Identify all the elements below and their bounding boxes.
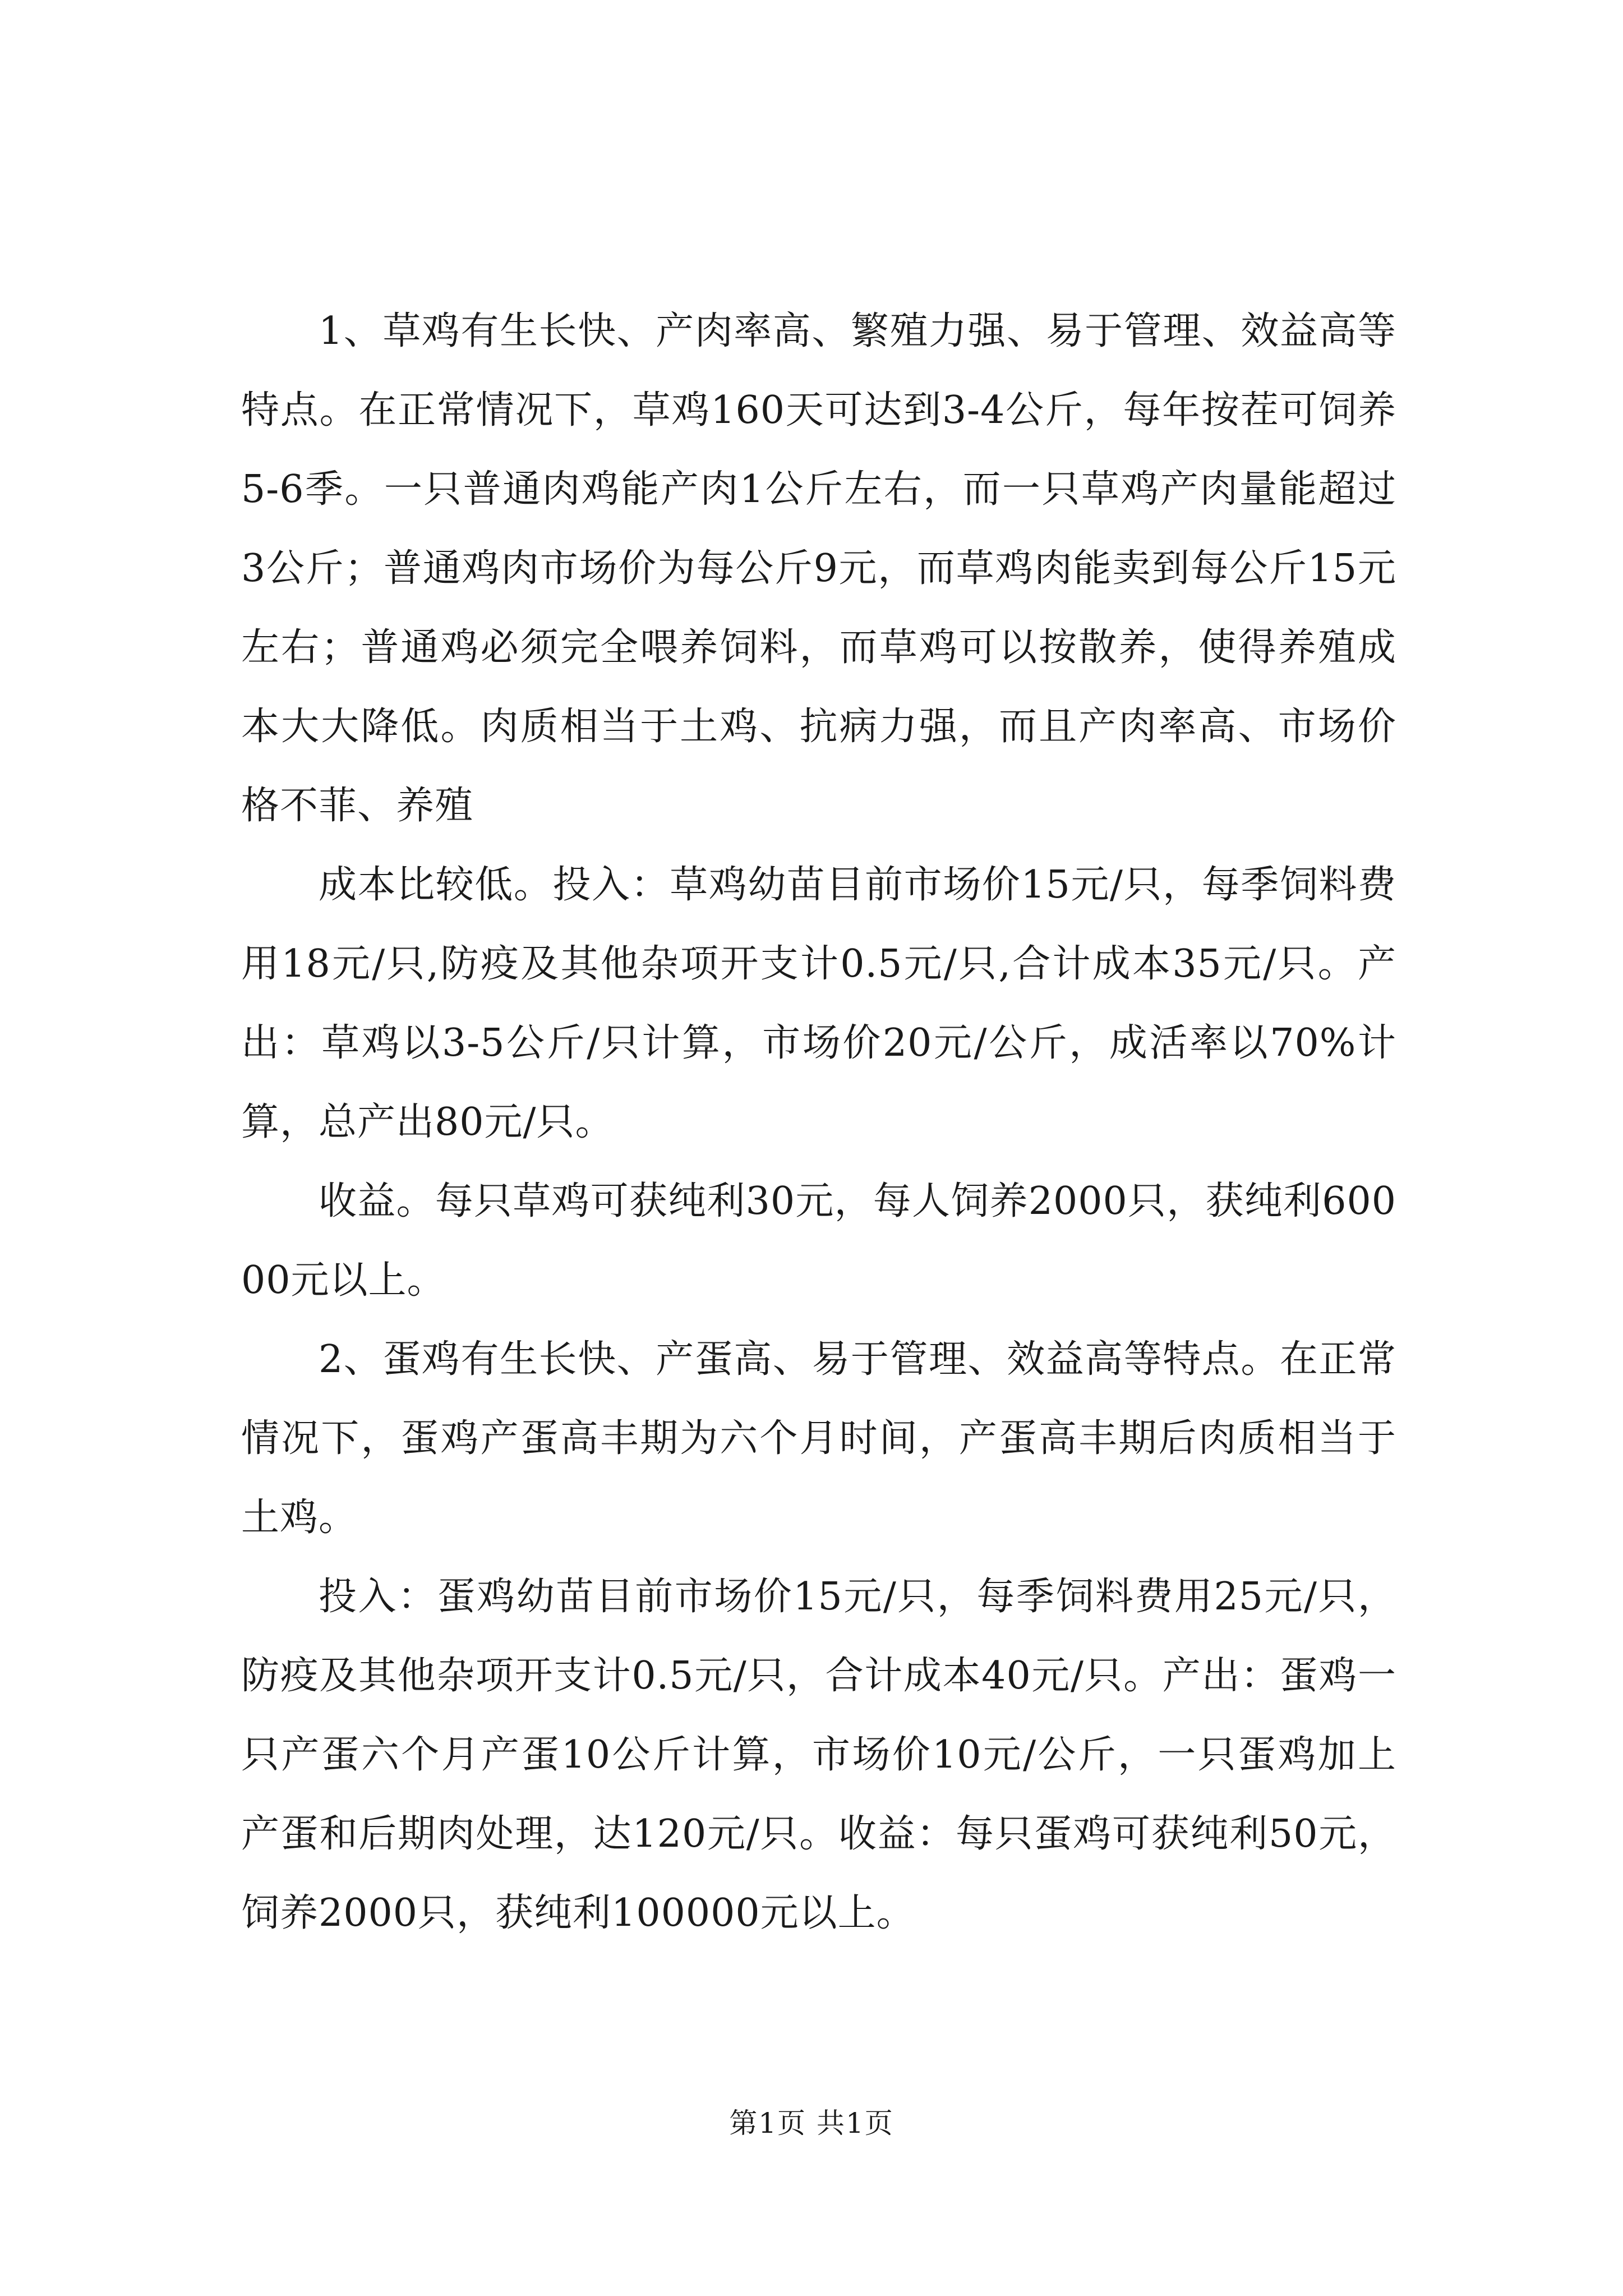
paragraph-dan-ji-features: 2、蛋鸡有生长快、产蛋高、易于管理、效益高等特点。在正常情况下，蛋鸡产蛋高丰期为六个月时间，产蛋高丰期后肉质相当于土鸡。 bbox=[241, 1337, 1396, 1540]
paragraph-dan-ji-cost-profit: 投入：蛋鸡幼苗目前市场价15元/只，每季饲料费用25元/只，防疫及其他杂项开支计0.5元/只，合计成本40元/只。产出：蛋鸡一只产蛋六个月产蛋10公斤计算，市场价10元/公斤，一只蛋鸡加上产蛋和后期肉处理，达120元/只。收益：每只蛋鸡可获纯利50元，饲养2000只，获纯利100000元以上。 bbox=[241, 1575, 1396, 1935]
paragraph-cao-ji-profit: 收益。每只草鸡可获纯利30元，每人饲养2000只，获纯利60000元以上。 bbox=[241, 1179, 1396, 1303]
paragraph-cao-ji-cost: 成本比较低。投入：草鸡幼苗目前市场价15元/只，每季饲料费用18元/只,防疫及其他杂项开支计0.5元/只,合计成本35元/只。产出：草鸡以3-5公斤/只计算，市场价20元/公斤，成活率以70%计算，总产出80元/只。 bbox=[241, 863, 1396, 1144]
document-body bbox=[241, 292, 1396, 1953]
paragraph-cao-ji-features: 1、草鸡有生长快、产肉率高、繁殖力强、易于管理、效益高等特点。在正常情况下，草鸡160天可达到3-4公斤，每年按茬可饲养5-6季。一只普通肉鸡能产肉1公斤左右，而一只草鸡产肉量能超过3公斤；普通鸡肉市场价为每公斤9元，而草鸡肉能卖到每公斤15元左右；普通鸡必须完全喂养饲料，而草鸡可以按散养，使得养殖成本大大降低。肉质相当于土鸡、抗病力强，而且产肉率高、市场价格不菲、养殖 bbox=[241, 309, 1396, 828]
page-footer: 第1页 共1页 bbox=[729, 2107, 894, 2139]
